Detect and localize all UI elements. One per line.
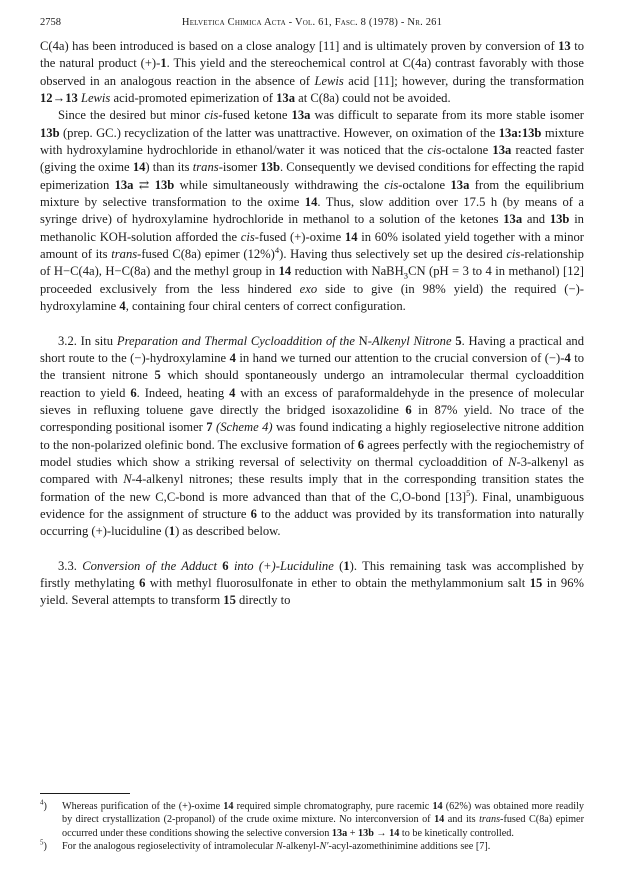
text-run: -fused C(8a) epimer occurred under these conditions showing the selective conversion [62, 814, 584, 839]
text-run: N′ [319, 840, 329, 852]
text-run: reacted faster (giving the oxime [40, 143, 584, 175]
text-run: -3-alkenyl as compared with [40, 454, 584, 487]
text-run: in 87% yield. No trace of the corresponding positional isomer [40, 402, 584, 435]
text-run: required simple chromatography, pure racemic [233, 801, 433, 812]
text-run: 5 [154, 368, 161, 383]
text-run: to the transient nitrone [40, 350, 585, 383]
text-run: C(4a) has been introduced is based on a close analogy [11] and is ultimately proven by conversion of [40, 39, 559, 53]
text-run: trans [111, 247, 138, 262]
text-run: into (+)-Luciduline [233, 558, 334, 573]
text-run: 14 [304, 195, 318, 210]
text-run: 6 [250, 506, 257, 521]
text-run: acid-promoted epimerization of [110, 91, 277, 106]
text-run: in methanolic KOH-solution afforded the [40, 212, 584, 244]
text-run: -octalone [398, 177, 451, 192]
text-run: 1 [160, 56, 167, 71]
text-run: Lewis [80, 91, 111, 106]
text-run: , containing four chiral centers of correct configuration. [125, 299, 406, 314]
text-run: 13a [503, 212, 523, 227]
page-number: 2758 [40, 17, 61, 28]
text-run: 12 [40, 91, 53, 106]
text-run: (prep. GC.) recyclization of the latter was unattractive. However, on oximation of the [59, 125, 499, 140]
text-run: to the natural product (+)- [40, 39, 584, 71]
text-run: was found indicating a highly regioselective nitrone addition to the non-polarized olefinic bond. The exclusive formation of [40, 420, 584, 452]
text-run: 4 [564, 350, 571, 365]
text-run: in 60% isolated yield together with a minor amount of its [40, 229, 585, 262]
text-run: to the adduct was provided by its transformation into naturally occurring (+)-luciduline ( [40, 506, 584, 539]
text-run: + [347, 827, 359, 839]
text-run: . This yield and the stereochemical control at C(4a) contrast favorably with those observed in an analogous reaction in the absence of [40, 56, 585, 88]
text-run: 13a [276, 91, 295, 106]
footnotes [40, 800, 584, 853]
text-run: Whereas purification of the (+)-oxime [62, 801, 224, 812]
text-run: with an excess of paraformaldehyde in the presence of molecular sieves in refluxing toluene gave directly the bridged isoxazolidine [40, 385, 585, 417]
text-run [62, 840, 584, 853]
text-run: 13b [260, 160, 280, 175]
journal-title: Helvetica Chimica Acta - Vol. 61, Fasc. 8 (1978) - Nr. 261 [181, 17, 443, 28]
text-run: 14 [434, 814, 445, 826]
paragraph-oxime [40, 107, 584, 315]
text-run: -fused (+)-oxime [254, 229, 345, 244]
footnote-5 [40, 840, 584, 853]
text-run: 5 [455, 333, 462, 348]
text-run: 13a [114, 177, 134, 192]
text-run: cis [506, 247, 521, 262]
text-run: 13b [549, 212, 570, 227]
running-header [40, 16, 584, 30]
text-run: ) as described below. [175, 524, 281, 539]
text-run: 5 [40, 839, 44, 847]
text-run: reduction with NaBH [291, 264, 404, 279]
text-run: (62%) was obtained more readily by direct crystallization (2-propanol) of the crude oxime mixture. No interconversion of [62, 801, 585, 826]
section-3-3 [40, 558, 584, 610]
text-run: . Indeed, heating [136, 385, 230, 400]
text-run: - [367, 333, 372, 348]
text-run: was difficult to separate from its more stable isomer [310, 108, 584, 123]
text-run: ). Having thus selectively set up the desired [279, 247, 507, 262]
text-run: . Having a practical and short route to the (−)-hydroxylamine [40, 333, 585, 365]
text-run: 7 [206, 420, 213, 435]
text-run: 14 [344, 229, 358, 244]
text-run: 13b [40, 125, 60, 140]
text-run: 15 [223, 593, 236, 608]
text-run: cis [384, 177, 399, 192]
text-run: -fused C(8a) epimer (12%) [137, 247, 275, 262]
text-run: → [373, 827, 390, 839]
text-run: 14 [389, 827, 400, 839]
text-run: -octalone [441, 143, 493, 158]
section-heading: Conversion of the Adduct [82, 558, 217, 573]
text-run: -relationship of H−C(4a), H−C(8a) and the methyl group in [40, 247, 584, 279]
footnote-4 [40, 800, 584, 840]
text-run: side to give (in 98% yield) the required (−)-hydroxylamine [40, 281, 584, 314]
text-run: -acyl-azomethinimine additions see [7]. [328, 840, 491, 852]
text-run: cis [427, 143, 442, 158]
text-run: 13a:13b [498, 125, 542, 140]
text-run: 14 [432, 801, 443, 812]
text-run: trans [192, 160, 219, 175]
footnote-ref-5: 5 [466, 487, 471, 498]
text-run: 13a [450, 177, 470, 192]
section-3-2 [40, 333, 584, 541]
text-run: directly to [235, 593, 291, 608]
text-run: -fused ketone [218, 108, 292, 123]
text-run: 13a [492, 143, 512, 158]
text-run: N [123, 472, 132, 487]
text-run: 13a [331, 827, 348, 839]
text-run: → [52, 91, 66, 106]
text-run: For the analogous regioselectivity of intramolecular [62, 840, 276, 852]
text-run: mixture with hydroxylamine hydrochloride in ethanol/water it was noticed that the [40, 125, 584, 158]
text-run: agrees perfectly with the regiochemistry of model studies which show a striking reversal of selectivity on thermal cycloaddition of [40, 437, 584, 469]
text-run: ⇄ [133, 177, 155, 192]
text-run: 1 [168, 524, 176, 539]
text-run: 6 [405, 402, 412, 417]
paragraph-continuation [40, 38, 584, 107]
text-run: 1 [343, 558, 350, 573]
text-run: N [275, 840, 283, 852]
text-run: (Scheme 4) [216, 420, 273, 435]
footnote-rule [40, 793, 130, 794]
text-run: in hand we turned our attention to the crucial conversion of (−)- [235, 350, 565, 365]
text-run [62, 800, 584, 840]
text-run: -isomer [218, 160, 261, 175]
text-run: Since the desired but minor [58, 108, 205, 123]
text-run: which should spontaneously undergo an intramolecular thermal cycloaddition reaction to yield [40, 368, 584, 400]
text-run: Alkenyl Nitrone [372, 333, 452, 348]
text-run: exo [299, 281, 318, 296]
text-run: 4 [40, 799, 44, 807]
text-run: 6 [222, 558, 229, 573]
text-run: 4 [229, 385, 236, 400]
text-run: 3 [403, 270, 409, 281]
text-run: ). Final, unambiguous evidence for the assignment of structure [40, 489, 584, 521]
text-run: 15 [529, 575, 543, 590]
text-run: in 96% yield. Several attempts to transform [40, 575, 584, 608]
text-run: 6 [130, 385, 137, 400]
text-run: at C(8a) could not be avoided. [295, 91, 451, 106]
text-run: 14 [278, 264, 292, 279]
text-run: 3.2. In situ [58, 333, 117, 348]
text-run: 13b [154, 177, 175, 192]
text-run: . Consequently we devised conditions for effecting the rapid epimerization [40, 160, 584, 192]
text-run: ) than its [145, 160, 193, 175]
article-body [40, 38, 584, 610]
text-run: ( [333, 558, 344, 573]
text-run: . Thus, slow addition over 17.5 h (by means of a syringe drive) of hydroxylamine hydrochloride in methanol to a solution of the ketones [40, 195, 584, 227]
text-run: N [508, 454, 517, 469]
text-run: 13 [558, 39, 571, 53]
text-run: -4-alkenyl nitrones; these results imply that in the corresponding transition states the formation of the new C,C-bond is more advanced than that of the C,O-bond [13] [40, 472, 584, 504]
text-run: Lewis [314, 73, 344, 88]
text-run: cis [240, 229, 255, 244]
text-run: -alkenyl- [282, 840, 320, 852]
text-run: 4 [119, 299, 126, 314]
text-run: $^5$) [40, 839, 47, 852]
text-run: 3.3. [58, 558, 83, 573]
text-run: 4 [229, 350, 236, 365]
text-run: $^4$) [40, 799, 47, 812]
text-run: ). This remaining task was accomplished by firstly methylating [40, 558, 584, 590]
text-run: 13b [358, 827, 374, 839]
text-run: 6 [139, 575, 146, 590]
text-run: trans [479, 814, 501, 826]
text-run: 13a [291, 108, 311, 123]
text-run: from the equilibrium mixture by selective transformation to the oxime [40, 177, 584, 210]
text-run: acid [11]; however, during the transformation [343, 73, 585, 88]
text-run: N [354, 333, 368, 348]
text-run: and its [444, 814, 480, 826]
section-heading: Preparation and Thermal Cycloaddition of the [116, 333, 355, 348]
footnote-ref-4: 4 [274, 244, 280, 255]
text-run: cis [204, 108, 219, 123]
text-run: CN (pH = 3 to 4 in methanol) [12] proceeded exclusively from the less hindered [40, 264, 584, 296]
text-run: to be kinetically controlled. [399, 827, 514, 839]
text-run: 13 [65, 91, 78, 106]
text-run: while simultaneously withdrawing the [174, 177, 385, 192]
text-run: 6 [357, 437, 365, 452]
text-run: 14 [132, 160, 146, 175]
text-run: 14 [223, 801, 234, 812]
text-run: and [522, 212, 550, 227]
text-run: with methyl fluorosulfonate in ether to obtain the methylammonium salt [145, 575, 530, 590]
